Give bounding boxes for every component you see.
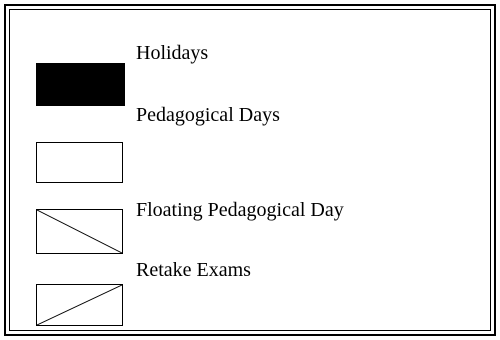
legend-label-pedagogical-days: Pedagogical Days <box>136 104 280 126</box>
holidays-swatch <box>36 63 125 106</box>
legend-label-floating-pedagogical-day: Floating Pedagogical Day <box>136 199 344 221</box>
retake-exams-swatch <box>36 284 123 326</box>
floating-pedagogical-day-swatch <box>36 209 123 254</box>
diagonal-up-line <box>37 285 122 325</box>
diagonal-down-line <box>37 210 122 253</box>
legend-label-retake-exams: Retake Exams <box>136 259 251 281</box>
pedagogical-days-swatch <box>36 142 123 183</box>
legend-label-holidays: Holidays <box>136 42 209 64</box>
